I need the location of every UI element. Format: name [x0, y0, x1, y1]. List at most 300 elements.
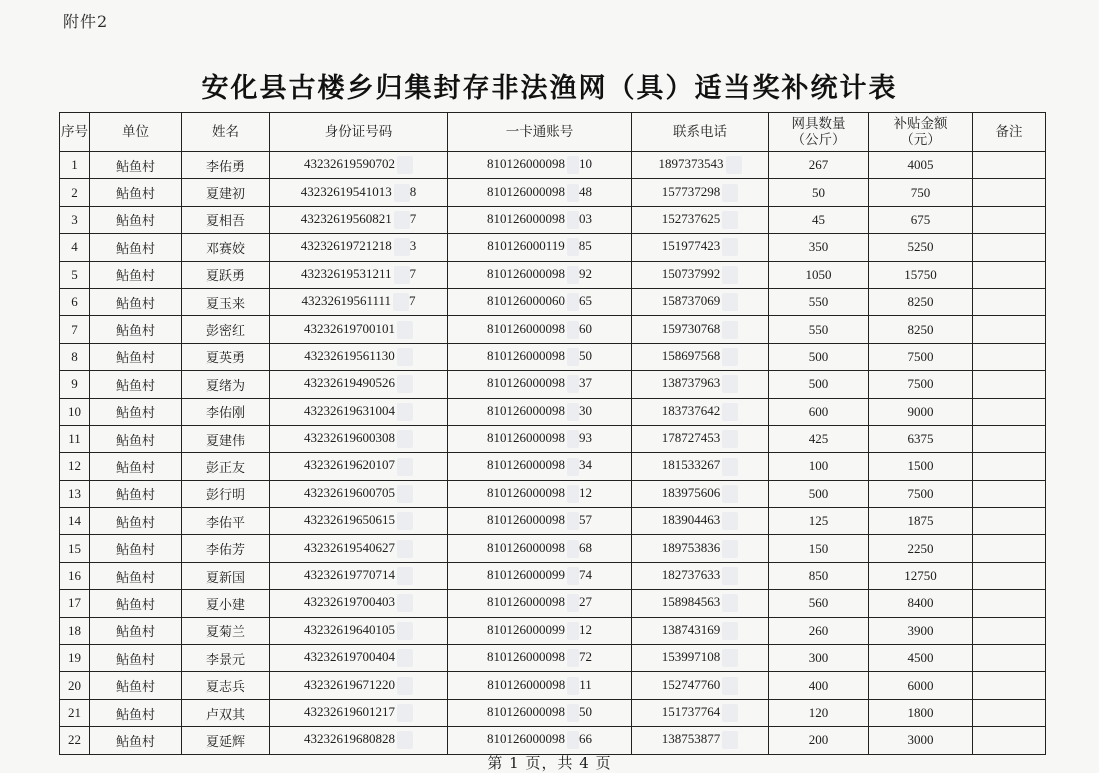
cell-card-account-tail: 66: [579, 731, 592, 747]
cell-net-quantity: 45: [769, 206, 869, 233]
header-row: [60, 113, 1046, 152]
cell-id-number-head: 43232619671220: [304, 676, 395, 692]
cell-unit: 鲇鱼村: [90, 343, 182, 370]
cell-id-number-head: 43232619700403: [304, 594, 395, 610]
redaction-mark: [726, 156, 742, 174]
cell-id-number-head: 43232619700404: [304, 649, 395, 665]
cell-subsidy: 7500: [869, 343, 973, 370]
cell-phone-head: 159730768: [661, 320, 721, 336]
redaction-mark: [397, 567, 413, 585]
table-row: [60, 261, 1046, 288]
cell-card-account-head: 810126000098: [487, 512, 565, 528]
cell-remarks: [973, 343, 1046, 370]
column-header-card-account: 一卡通账号: [448, 113, 632, 152]
cell-seq: 8: [60, 343, 90, 370]
cell-unit: 鲇鱼村: [90, 508, 182, 535]
cell-card-account: [448, 234, 632, 261]
table-row: [60, 453, 1046, 480]
cell-id-number: [270, 288, 448, 315]
cell-card-account-tail: 30: [579, 402, 592, 418]
table-row: [60, 234, 1046, 261]
redaction-mark: [394, 266, 410, 284]
page-footer: 第 1 页，共 4 页: [487, 754, 612, 772]
cell-id-number-tail: 8: [409, 183, 417, 199]
cell-id-number: [270, 398, 448, 425]
redaction-mark: [722, 430, 738, 448]
cell-card-account-tail: 50: [579, 704, 592, 719]
cell-name: 李佑刚: [182, 398, 270, 425]
cell-id-number-head: 43232619721218: [300, 238, 392, 254]
cell-id-number: [270, 562, 448, 589]
cell-card-account-tail: 34: [579, 457, 592, 473]
cell-card-account: [448, 590, 632, 617]
table-row: [60, 590, 1046, 617]
cell-id-number: [270, 590, 448, 617]
cell-subsidy: 1800: [869, 699, 973, 726]
cell-phone-head: 181533267: [661, 457, 721, 473]
cell-phone-head: 152737625: [661, 210, 721, 226]
cell-remarks: [973, 234, 1046, 261]
redaction-mark: [567, 184, 579, 202]
cell-card-account-head: 810126000098: [487, 320, 565, 336]
cell-card-account: [448, 699, 632, 726]
cell-id-number-head: 43232619561111: [301, 293, 392, 309]
table-row: [60, 316, 1046, 343]
cell-name: 夏玉来: [182, 288, 270, 315]
cell-subsidy: 5250: [869, 234, 973, 261]
cell-remarks: [973, 508, 1046, 535]
cell-phone: [632, 617, 769, 644]
cell-name: 夏绪为: [182, 371, 270, 398]
redaction-mark: [397, 512, 413, 530]
cell-card-account-head: 810126000098: [487, 539, 565, 555]
column-header-id-number: 身份证号码: [270, 113, 448, 152]
table-row: [60, 371, 1046, 398]
cell-card-account: [448, 645, 632, 672]
redaction-mark: [397, 540, 413, 558]
cell-card-account-head: 810126000098: [487, 430, 565, 446]
redaction-mark: [567, 704, 579, 722]
redaction-mark: [567, 238, 579, 256]
cell-phone-head: 189753836: [661, 539, 721, 555]
cell-card-account-tail: 12: [579, 621, 592, 637]
cell-net-quantity: 100: [769, 453, 869, 480]
cell-card-account: [448, 179, 632, 206]
cell-net-quantity: 50: [769, 179, 869, 206]
cell-unit: 鲇鱼村: [90, 371, 182, 398]
cell-unit: 鲇鱼村: [90, 206, 182, 233]
redaction-mark: [722, 622, 738, 640]
cell-id-number: [270, 152, 448, 179]
cell-unit: 鲇鱼村: [90, 152, 182, 179]
redaction-mark: [397, 458, 413, 476]
redaction-mark: [567, 649, 579, 667]
cell-name: 彭密红: [182, 316, 270, 343]
cell-card-account-head: 810126000098: [487, 402, 565, 418]
cell-unit: 鲇鱼村: [90, 562, 182, 589]
cell-phone-head: 158737069: [661, 293, 721, 309]
cell-subsidy: 15750: [869, 261, 973, 288]
cell-id-number-head: 43232619650615: [304, 512, 395, 528]
redaction-mark: [567, 211, 579, 229]
cell-subsidy: 750: [869, 179, 973, 206]
cell-unit: 鲇鱼村: [90, 645, 182, 672]
redaction-mark: [397, 321, 413, 339]
cell-net-quantity: 125: [769, 508, 869, 535]
cell-unit: 鲇鱼村: [90, 535, 182, 562]
cell-unit: 鲇鱼村: [90, 425, 182, 452]
cell-phone: [632, 261, 769, 288]
redaction-mark: [567, 403, 579, 421]
cell-card-account: [448, 453, 632, 480]
cell-phone: [632, 727, 769, 754]
cell-card-account-head: 810126000098: [487, 375, 565, 391]
cell-id-number-head: 43232619680828: [304, 731, 395, 747]
cell-id-number-head: 43232619560821: [300, 210, 392, 226]
cell-unit: 鲇鱼村: [90, 234, 182, 261]
cell-id-number-tail: 3: [409, 238, 417, 254]
redaction-mark: [567, 321, 579, 339]
cell-card-account: [448, 288, 632, 315]
cell-phone: [632, 699, 769, 726]
cell-phone: [632, 562, 769, 589]
cell-phone-head: 1897373543: [658, 156, 724, 172]
table-row: [60, 398, 1046, 425]
redaction-mark: [722, 375, 738, 393]
redaction-mark: [722, 649, 738, 667]
cell-unit: 鲇鱼村: [90, 617, 182, 644]
redaction-mark: [397, 594, 413, 612]
cell-id-number: [270, 206, 448, 233]
redaction-mark: [722, 293, 738, 311]
redaction-mark: [722, 321, 738, 339]
cell-card-account: [448, 617, 632, 644]
redaction-mark: [567, 430, 579, 448]
redaction-mark: [567, 622, 579, 640]
redaction-mark: [397, 649, 413, 667]
cell-name: 邓赛姣: [182, 234, 270, 261]
cell-card-account-tail: 57: [579, 512, 592, 528]
cell-phone: [632, 480, 769, 507]
cell-card-account: [448, 206, 632, 233]
cell-subsidy: 1500: [869, 453, 973, 480]
table-row: [60, 179, 1046, 206]
cell-phone: [632, 371, 769, 398]
cell-remarks: [973, 727, 1046, 754]
redaction-mark: [567, 731, 579, 749]
cell-id-number-head: 43232619590702: [304, 156, 395, 172]
cell-phone: [632, 425, 769, 452]
cell-phone-head: 151977423: [661, 238, 721, 254]
cell-id-number-head: 43232619540627: [304, 539, 395, 555]
cell-card-account-head: 810126000098: [487, 594, 565, 610]
cell-card-account-tail: 85: [578, 238, 592, 254]
cell-card-account-head: 810126000098: [487, 676, 566, 692]
table-row: [60, 343, 1046, 370]
redaction-mark: [397, 622, 413, 640]
table-row: [60, 480, 1046, 507]
cell-subsidy: 675: [869, 206, 973, 233]
cell-remarks: [973, 288, 1046, 315]
table-row: [60, 508, 1046, 535]
redaction-mark: [567, 156, 579, 174]
cell-card-account-tail: 27: [579, 594, 592, 610]
cell-id-number-head: 43232619561130: [304, 347, 395, 363]
cell-id-number: [270, 508, 448, 535]
cell-name: 李佑平: [182, 508, 270, 535]
cell-seq: 15: [60, 535, 90, 562]
cell-name: 夏志兵: [182, 672, 270, 699]
redaction-mark: [567, 458, 579, 476]
cell-seq: 2: [60, 179, 90, 206]
subsidy-table: [59, 112, 1046, 755]
cell-remarks: [973, 316, 1046, 343]
redaction-mark: [722, 540, 738, 558]
cell-name: 夏延辉: [182, 727, 270, 754]
cell-phone: [632, 234, 769, 261]
redaction-mark: [393, 293, 409, 311]
cell-card-account-tail: 48: [579, 183, 592, 199]
table-row: [60, 562, 1046, 589]
cell-phone: [632, 672, 769, 699]
cell-card-account: [448, 535, 632, 562]
cell-seq: 10: [60, 398, 90, 425]
redaction-mark: [722, 567, 738, 585]
cell-net-quantity: 500: [769, 343, 869, 370]
cell-card-account-tail: 60: [579, 320, 592, 336]
cell-seq: 19: [60, 645, 90, 672]
cell-id-number: [270, 343, 448, 370]
cell-phone: [632, 179, 769, 206]
cell-net-quantity: 260: [769, 617, 869, 644]
cell-card-account-head: 810126000098: [487, 649, 565, 665]
table-row: [60, 645, 1046, 672]
cell-id-number-head: 43232619640105: [304, 621, 395, 637]
cell-net-quantity: 150: [769, 535, 869, 562]
table-row: [60, 535, 1046, 562]
cell-name: 夏相吾: [182, 206, 270, 233]
column-header-subsidy: 补贴金额 （元）: [869, 113, 973, 152]
cell-card-account: [448, 727, 632, 754]
cell-name: 彭正友: [182, 453, 270, 480]
cell-phone-head: 138753877: [661, 731, 721, 747]
cell-card-account-tail: 50: [579, 347, 592, 363]
cell-id-number-head: 43232619531211: [300, 265, 392, 281]
cell-seq: 16: [60, 562, 90, 589]
cell-phone: [632, 343, 769, 370]
cell-name: 卢双其: [182, 699, 270, 726]
cell-seq: 21: [60, 699, 90, 726]
redaction-mark: [722, 266, 738, 284]
redaction-mark: [397, 704, 413, 722]
cell-name: 夏英勇: [182, 343, 270, 370]
cell-card-account: [448, 152, 632, 179]
cell-remarks: [973, 425, 1046, 452]
attachment-label: 附件2: [63, 12, 109, 31]
cell-seq: 9: [60, 371, 90, 398]
cell-net-quantity: 550: [769, 288, 869, 315]
redaction-mark: [567, 677, 579, 695]
cell-phone: [632, 508, 769, 535]
cell-name: 夏建初: [182, 179, 270, 206]
cell-subsidy: 3900: [869, 617, 973, 644]
cell-phone-head: 157737298: [661, 183, 721, 199]
redaction-mark: [394, 184, 410, 202]
cell-net-quantity: 1050: [769, 261, 869, 288]
cell-id-number-head: 43232619700101: [304, 320, 395, 336]
table-row: [60, 425, 1046, 452]
cell-net-quantity: 500: [769, 371, 869, 398]
cell-card-account-head: 810126000098: [487, 731, 565, 747]
cell-phone-head: 183737642: [661, 402, 721, 418]
redaction-mark: [722, 403, 738, 421]
redaction-mark: [722, 594, 738, 612]
cell-id-number: [270, 234, 448, 261]
cell-name: 李佑芳: [182, 535, 270, 562]
cell-name: 夏跃勇: [182, 261, 270, 288]
cell-phone-head: 158697568: [661, 347, 721, 363]
cell-card-account-head: 810126000099: [487, 567, 565, 583]
cell-name: 夏新国: [182, 562, 270, 589]
redaction-mark: [397, 731, 413, 749]
cell-card-account: [448, 480, 632, 507]
cell-phone: [632, 645, 769, 672]
table-row: [60, 288, 1046, 315]
cell-subsidy: 8250: [869, 288, 973, 315]
cell-subsidy: 4005: [869, 152, 973, 179]
cell-phone: [632, 206, 769, 233]
redaction-mark: [394, 238, 410, 256]
redaction-mark: [567, 594, 579, 612]
cell-phone-head: 183904463: [661, 512, 721, 528]
cell-net-quantity: 500: [769, 480, 869, 507]
cell-unit: 鲇鱼村: [90, 480, 182, 507]
cell-subsidy: 7500: [869, 371, 973, 398]
cell-net-quantity: 425: [769, 425, 869, 452]
cell-unit: 鲇鱼村: [90, 699, 182, 726]
cell-phone-head: 152747760: [661, 676, 721, 692]
cell-phone-head: 138743169: [661, 621, 721, 637]
cell-unit: 鲇鱼村: [90, 453, 182, 480]
column-header-seq: 序号: [60, 113, 90, 152]
cell-subsidy: 2250: [869, 535, 973, 562]
cell-card-account: [448, 508, 632, 535]
cell-subsidy: 6375: [869, 425, 973, 452]
cell-name: 夏建伟: [182, 425, 270, 452]
redaction-mark: [567, 266, 579, 284]
cell-card-account: [448, 672, 632, 699]
redaction-mark: [722, 512, 738, 530]
cell-phone-head: 153997108: [661, 649, 721, 665]
column-header-remarks: 备注: [973, 113, 1046, 152]
cell-name: 李景元: [182, 645, 270, 672]
cell-card-account-head: 810126000098: [487, 484, 565, 500]
cell-id-number-head: 43232619631004: [304, 402, 395, 418]
cell-phone-head: 183975606: [661, 484, 721, 500]
redaction-mark: [567, 293, 579, 311]
cell-remarks: [973, 261, 1046, 288]
cell-unit: 鲇鱼村: [90, 316, 182, 343]
redaction-mark: [722, 458, 738, 476]
cell-card-account-tail: 65: [579, 293, 592, 309]
cell-remarks: [973, 179, 1046, 206]
cell-seq: 18: [60, 617, 90, 644]
cell-remarks: [973, 645, 1046, 672]
redaction-mark: [397, 156, 413, 174]
cell-subsidy: 6000: [869, 672, 973, 699]
redaction-mark: [567, 540, 579, 558]
cell-card-account-head: 810126000098: [487, 265, 565, 281]
cell-card-account-head: 810126000099: [487, 621, 565, 637]
cell-remarks: [973, 480, 1046, 507]
cell-net-quantity: 350: [769, 234, 869, 261]
cell-seq: 3: [60, 206, 90, 233]
table-row: [60, 699, 1046, 726]
cell-card-account-tail: 92: [579, 265, 592, 281]
cell-id-number: [270, 672, 448, 699]
cell-id-number: [270, 645, 448, 672]
cell-card-account-tail: 74: [579, 567, 592, 583]
cell-phone-head: 150737992: [661, 265, 721, 281]
cell-card-account: [448, 371, 632, 398]
cell-remarks: [973, 617, 1046, 644]
cell-card-account-tail: 03: [579, 210, 592, 226]
cell-subsidy: 12750: [869, 562, 973, 589]
redaction-mark: [397, 430, 413, 448]
redaction-mark: [397, 375, 413, 393]
cell-name: 夏菊兰: [182, 617, 270, 644]
cell-phone-head: 158984563: [661, 594, 721, 610]
cell-phone-head: 138737963: [661, 375, 721, 391]
document-title: 安化县古楼乡归集封存非法渔网（具）适当奖补统计表: [201, 73, 898, 104]
cell-seq: 20: [60, 672, 90, 699]
cell-seq: 1: [60, 152, 90, 179]
cell-card-account-tail: 72: [579, 649, 592, 665]
column-header-net-quantity: 网具数量 （公斤）: [769, 113, 869, 152]
cell-id-number: [270, 179, 448, 206]
cell-phone: [632, 288, 769, 315]
redaction-mark: [722, 485, 738, 503]
cell-remarks: [973, 398, 1046, 425]
cell-remarks: [973, 206, 1046, 233]
redaction-mark: [567, 348, 579, 366]
redaction-mark: [397, 403, 413, 421]
table-row: [60, 206, 1046, 233]
table-row: [60, 727, 1046, 754]
cell-seq: 11: [60, 425, 90, 452]
cell-card-account-tail: 12: [579, 484, 592, 500]
cell-remarks: [973, 672, 1046, 699]
cell-id-number: [270, 425, 448, 452]
cell-phone: [632, 152, 769, 179]
cell-remarks: [973, 535, 1046, 562]
cell-id-number: [270, 699, 448, 726]
cell-net-quantity: 200: [769, 727, 869, 754]
cell-unit: 鲇鱼村: [90, 672, 182, 699]
cell-card-account: [448, 425, 632, 452]
cell-card-account-head: 810126000098: [487, 457, 565, 473]
cell-seq: 6: [60, 288, 90, 315]
column-header-name: 姓名: [182, 113, 270, 152]
cell-card-account: [448, 562, 632, 589]
cell-card-account: [448, 398, 632, 425]
cell-net-quantity: 560: [769, 590, 869, 617]
redaction-mark: [722, 704, 738, 722]
cell-unit: 鲇鱼村: [90, 590, 182, 617]
redaction-mark: [397, 485, 413, 503]
column-header-unit: 单位: [90, 113, 182, 152]
cell-id-number-tail: 7: [409, 265, 417, 281]
